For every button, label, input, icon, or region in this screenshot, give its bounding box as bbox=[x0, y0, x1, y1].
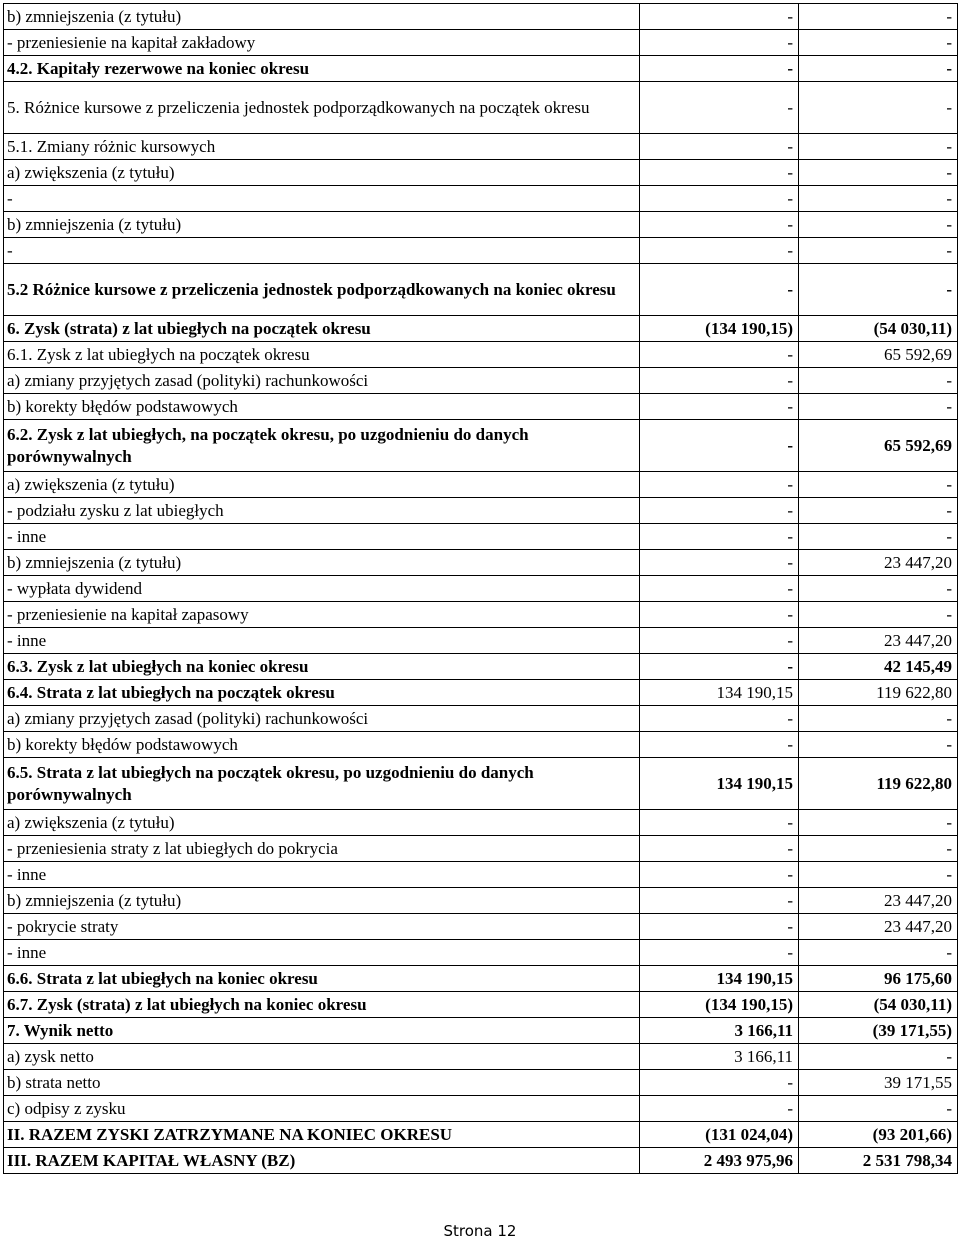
value-current-year: 134 190,15 bbox=[640, 966, 799, 992]
row-label: - przeniesienie na kapitał zapasowy bbox=[4, 602, 640, 628]
value-current-year: - bbox=[640, 524, 799, 550]
value-current-year: - bbox=[640, 56, 799, 82]
row-label: 7. Wynik netto bbox=[4, 1018, 640, 1044]
table-row bbox=[4, 316, 958, 342]
value-previous-year: 23 447,20 bbox=[799, 628, 958, 654]
value-current-year: - bbox=[640, 602, 799, 628]
table-row bbox=[4, 264, 958, 316]
row-label: 6.6. Strata z lat ubiegłych na koniec okresu bbox=[4, 966, 640, 992]
value-previous-year: - bbox=[799, 498, 958, 524]
value-current-year: - bbox=[640, 940, 799, 966]
table-row bbox=[4, 654, 958, 680]
table-row bbox=[4, 186, 958, 212]
value-current-year: - bbox=[640, 654, 799, 680]
row-label: III. RAZEM KAPITAŁ WŁASNY (BZ) bbox=[4, 1148, 640, 1174]
value-current-year: - bbox=[640, 394, 799, 420]
row-label: b) zmniejszenia (z tytułu) bbox=[4, 212, 640, 238]
table-row bbox=[4, 940, 958, 966]
row-label: 6.5. Strata z lat ubiegłych na początek okresu, po uzgodnieniu do danych porównywalnych bbox=[4, 758, 640, 810]
row-label: 5.2 Różnice kursowe z przeliczenia jednostek podporządkowanych na koniec okresu bbox=[4, 264, 640, 316]
row-label: a) zysk netto bbox=[4, 1044, 640, 1070]
table-row bbox=[4, 1096, 958, 1122]
row-label: a) zmiany przyjętych zasad (polityki) rachunkowości bbox=[4, 706, 640, 732]
row-label: b) korekty błędów podstawowych bbox=[4, 394, 640, 420]
table-row bbox=[4, 810, 958, 836]
row-label: 6.7. Zysk (strata) z lat ubiegłych na koniec okresu bbox=[4, 992, 640, 1018]
value-current-year: - bbox=[640, 550, 799, 576]
value-previous-year: - bbox=[799, 810, 958, 836]
value-previous-year: 65 592,69 bbox=[799, 420, 958, 472]
value-previous-year: - bbox=[799, 160, 958, 186]
value-previous-year: - bbox=[799, 862, 958, 888]
value-current-year: - bbox=[640, 628, 799, 654]
financial-statement-sheet bbox=[3, 3, 957, 1174]
table-row bbox=[4, 524, 958, 550]
table-row bbox=[4, 628, 958, 654]
row-label: II. RAZEM ZYSKI ZATRZYMANE NA KONIEC OKRESU bbox=[4, 1122, 640, 1148]
row-label: a) zmiany przyjętych zasad (polityki) rachunkowości bbox=[4, 368, 640, 394]
table-row bbox=[4, 888, 958, 914]
value-previous-year: - bbox=[799, 602, 958, 628]
value-previous-year: (54 030,11) bbox=[799, 316, 958, 342]
table-row bbox=[4, 1148, 958, 1174]
value-current-year: - bbox=[640, 134, 799, 160]
table-row bbox=[4, 732, 958, 758]
value-current-year: - bbox=[640, 238, 799, 264]
value-current-year: - bbox=[640, 4, 799, 30]
value-previous-year: - bbox=[799, 30, 958, 56]
row-label: 6.4. Strata z lat ubiegłych na początek okresu bbox=[4, 680, 640, 706]
value-previous-year: 23 447,20 bbox=[799, 550, 958, 576]
value-previous-year: - bbox=[799, 940, 958, 966]
row-label: - inne bbox=[4, 940, 640, 966]
value-previous-year: (93 201,66) bbox=[799, 1122, 958, 1148]
row-label: b) strata netto bbox=[4, 1070, 640, 1096]
value-previous-year: 65 592,69 bbox=[799, 342, 958, 368]
row-label: a) zwiększenia (z tytułu) bbox=[4, 160, 640, 186]
row-label: c) odpisy z zysku bbox=[4, 1096, 640, 1122]
table-row bbox=[4, 472, 958, 498]
row-label: b) zmniejszenia (z tytułu) bbox=[4, 888, 640, 914]
value-previous-year: 96 175,60 bbox=[799, 966, 958, 992]
value-current-year: - bbox=[640, 888, 799, 914]
value-current-year: - bbox=[640, 264, 799, 316]
table-row bbox=[4, 56, 958, 82]
table-row bbox=[4, 238, 958, 264]
table-row bbox=[4, 914, 958, 940]
table-body bbox=[4, 4, 958, 1174]
row-label: 5.1. Zmiany różnic kursowych bbox=[4, 134, 640, 160]
table-row bbox=[4, 368, 958, 394]
page-number: Strona 12 bbox=[443, 1222, 517, 1240]
row-label: 5. Różnice kursowe z przeliczenia jednostek podporządkowanych na początek okresu bbox=[4, 82, 640, 134]
value-previous-year: - bbox=[799, 212, 958, 238]
value-previous-year: (39 171,55) bbox=[799, 1018, 958, 1044]
row-label: a) zwiększenia (z tytułu) bbox=[4, 472, 640, 498]
value-current-year: - bbox=[640, 732, 799, 758]
value-previous-year: - bbox=[799, 1044, 958, 1070]
table-row bbox=[4, 836, 958, 862]
value-previous-year: 42 145,49 bbox=[799, 654, 958, 680]
row-label: a) zwiększenia (z tytułu) bbox=[4, 810, 640, 836]
row-label: - pokrycie straty bbox=[4, 914, 640, 940]
value-previous-year: - bbox=[799, 186, 958, 212]
table-row bbox=[4, 576, 958, 602]
table-row bbox=[4, 498, 958, 524]
value-previous-year: - bbox=[799, 1096, 958, 1122]
table-row bbox=[4, 602, 958, 628]
value-current-year: - bbox=[640, 862, 799, 888]
value-current-year: (134 190,15) bbox=[640, 992, 799, 1018]
value-current-year: - bbox=[640, 472, 799, 498]
value-current-year: - bbox=[640, 160, 799, 186]
table-row bbox=[4, 82, 958, 134]
table-row bbox=[4, 4, 958, 30]
row-label: 6.2. Zysk z lat ubiegłych, na początek okresu, po uzgodnieniu do danych porównywalnych bbox=[4, 420, 640, 472]
table-row bbox=[4, 758, 958, 810]
value-previous-year: - bbox=[799, 524, 958, 550]
row-label: - wypłata dywidend bbox=[4, 576, 640, 602]
value-current-year: 134 190,15 bbox=[640, 758, 799, 810]
value-current-year: - bbox=[640, 836, 799, 862]
table-row bbox=[4, 862, 958, 888]
row-label: - przeniesienie na kapitał zakładowy bbox=[4, 30, 640, 56]
value-previous-year: - bbox=[799, 576, 958, 602]
value-previous-year: - bbox=[799, 82, 958, 134]
value-previous-year: 119 622,80 bbox=[799, 680, 958, 706]
value-previous-year: - bbox=[799, 394, 958, 420]
value-previous-year: - bbox=[799, 368, 958, 394]
table-row bbox=[4, 420, 958, 472]
value-previous-year: - bbox=[799, 134, 958, 160]
equity-changes-table bbox=[3, 3, 958, 1174]
table-row bbox=[4, 1044, 958, 1070]
table-row bbox=[4, 1070, 958, 1096]
value-previous-year: 39 171,55 bbox=[799, 1070, 958, 1096]
row-label: - przeniesienia straty z lat ubiegłych do pokrycia bbox=[4, 836, 640, 862]
value-previous-year: - bbox=[799, 836, 958, 862]
value-current-year: - bbox=[640, 186, 799, 212]
table-row bbox=[4, 160, 958, 186]
value-current-year: - bbox=[640, 498, 799, 524]
row-label: b) zmniejszenia (z tytułu) bbox=[4, 550, 640, 576]
row-label: - inne bbox=[4, 628, 640, 654]
value-current-year: - bbox=[640, 82, 799, 134]
value-previous-year: - bbox=[799, 706, 958, 732]
table-row bbox=[4, 134, 958, 160]
value-current-year: - bbox=[640, 1070, 799, 1096]
value-previous-year: 23 447,20 bbox=[799, 914, 958, 940]
value-current-year: (134 190,15) bbox=[640, 316, 799, 342]
value-previous-year: 2 531 798,34 bbox=[799, 1148, 958, 1174]
value-previous-year: (54 030,11) bbox=[799, 992, 958, 1018]
row-label: - bbox=[4, 186, 640, 212]
row-label: - inne bbox=[4, 524, 640, 550]
table-row bbox=[4, 30, 958, 56]
table-row bbox=[4, 1122, 958, 1148]
row-label: b) korekty błędów podstawowych bbox=[4, 732, 640, 758]
value-current-year: - bbox=[640, 368, 799, 394]
value-current-year: - bbox=[640, 706, 799, 732]
value-previous-year: - bbox=[799, 4, 958, 30]
table-row bbox=[4, 394, 958, 420]
table-row bbox=[4, 342, 958, 368]
value-current-year: - bbox=[640, 1096, 799, 1122]
table-row bbox=[4, 680, 958, 706]
value-current-year: - bbox=[640, 576, 799, 602]
value-current-year: - bbox=[640, 420, 799, 472]
value-current-year: 3 166,11 bbox=[640, 1044, 799, 1070]
row-label: - inne bbox=[4, 862, 640, 888]
value-current-year: 3 166,11 bbox=[640, 1018, 799, 1044]
value-current-year: - bbox=[640, 30, 799, 56]
value-current-year: - bbox=[640, 914, 799, 940]
row-label: 6.1. Zysk z lat ubiegłych na początek okresu bbox=[4, 342, 640, 368]
value-previous-year: - bbox=[799, 472, 958, 498]
table-row bbox=[4, 1018, 958, 1044]
value-previous-year: - bbox=[799, 264, 958, 316]
row-label: 6.3. Zysk z lat ubiegłych na koniec okresu bbox=[4, 654, 640, 680]
row-label: - bbox=[4, 238, 640, 264]
row-label: 6. Zysk (strata) z lat ubiegłych na początek okresu bbox=[4, 316, 640, 342]
table-row bbox=[4, 212, 958, 238]
value-current-year: 2 493 975,96 bbox=[640, 1148, 799, 1174]
row-label: b) zmniejszenia (z tytułu) bbox=[4, 4, 640, 30]
value-previous-year: - bbox=[799, 732, 958, 758]
value-current-year: - bbox=[640, 212, 799, 238]
value-current-year: - bbox=[640, 342, 799, 368]
value-current-year: - bbox=[640, 810, 799, 836]
table-row bbox=[4, 992, 958, 1018]
value-current-year: (131 024,04) bbox=[640, 1122, 799, 1148]
value-previous-year: 23 447,20 bbox=[799, 888, 958, 914]
row-label: - podziału zysku z lat ubiegłych bbox=[4, 498, 640, 524]
table-row bbox=[4, 550, 958, 576]
table-row bbox=[4, 706, 958, 732]
table-row bbox=[4, 966, 958, 992]
value-previous-year: - bbox=[799, 56, 958, 82]
value-previous-year: - bbox=[799, 238, 958, 264]
row-label: 4.2. Kapitały rezerwowe na koniec okresu bbox=[4, 56, 640, 82]
value-current-year: 134 190,15 bbox=[640, 680, 799, 706]
value-previous-year: 119 622,80 bbox=[799, 758, 958, 810]
